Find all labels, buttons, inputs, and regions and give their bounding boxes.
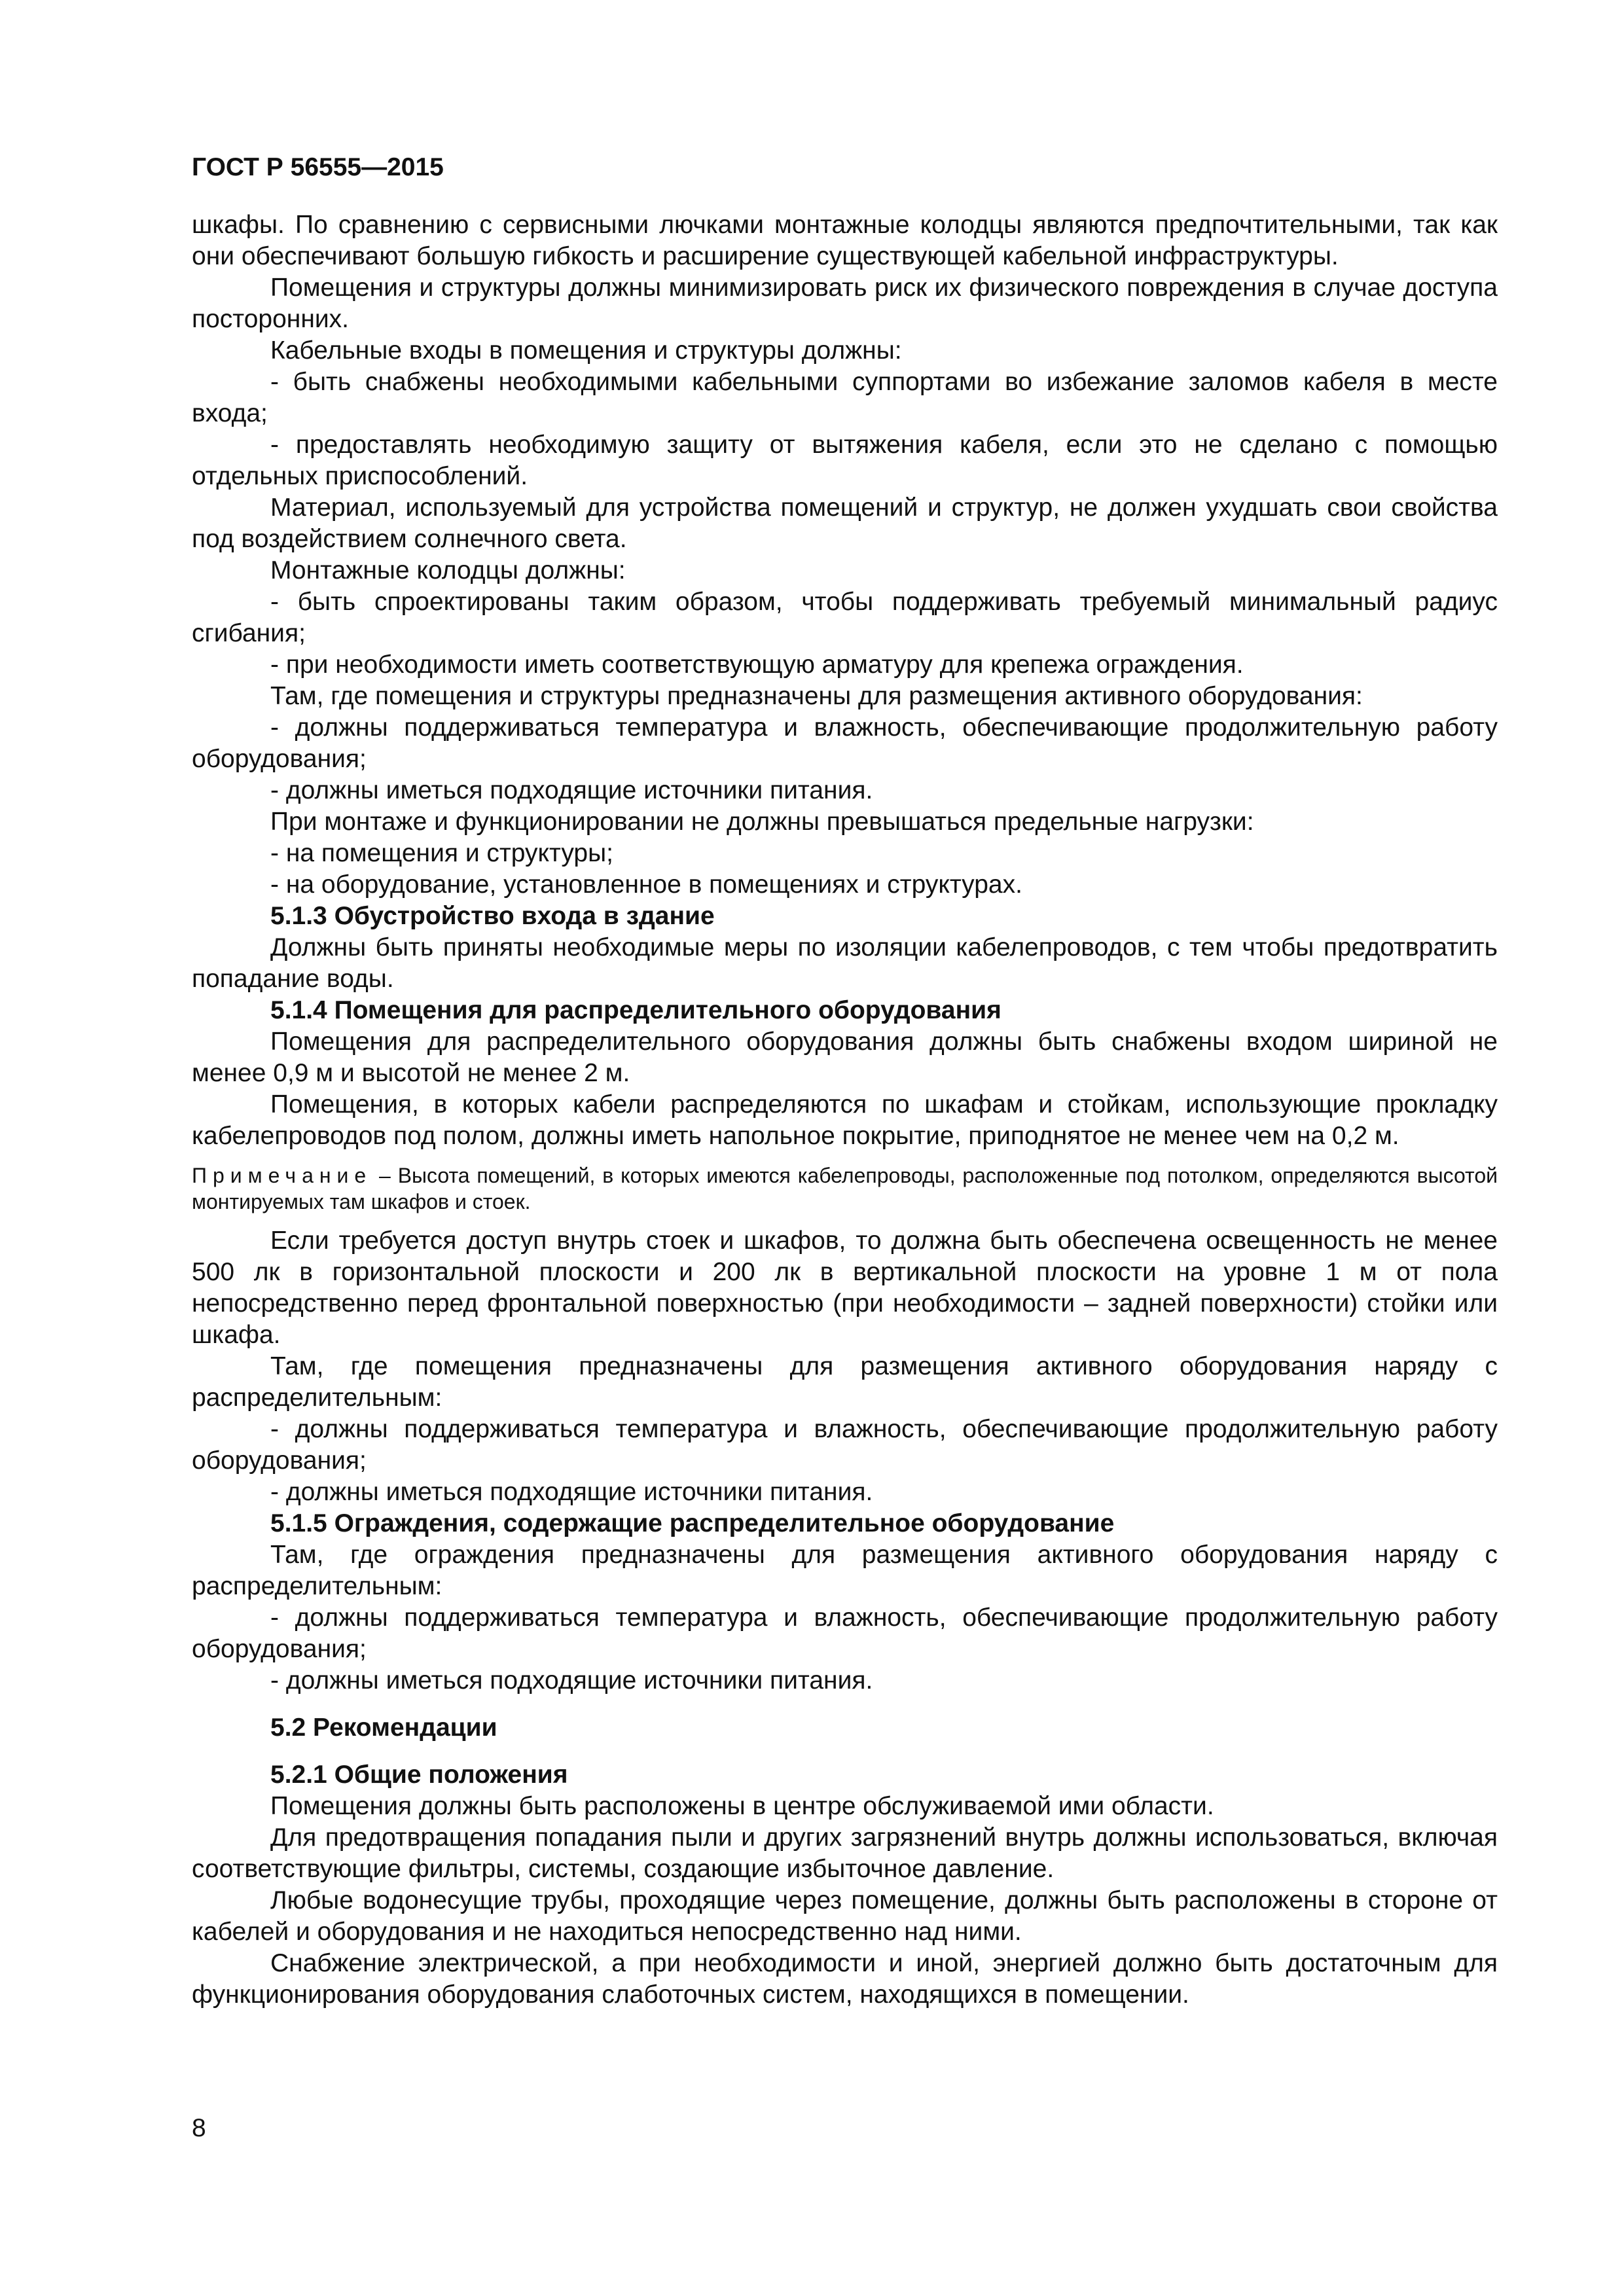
list-item: - должны иметься подходящие источники питания.	[270, 1478, 873, 1506]
page-number: 8	[192, 2114, 206, 2142]
note-label: Примечание	[192, 1164, 372, 1187]
paragraph: Любые водонесущие трубы, проходящие через помещение, должны быть расположены в стороне от кабелей и оборудования и не находиться непосредственно над ними.	[192, 1886, 1498, 1946]
paragraph: Для предотвращения попадания пыли и других загрязнений внутрь должны использоваться, включая соответствующие фильтры, системы, создающие избыточное давление.	[192, 1823, 1498, 1883]
document-body	[192, 209, 1498, 2011]
paragraph: Снабжение электрической, а при необходимости и иной, энергией должно быть достаточным для функционирования оборудования слаботочных систем, находящихся в помещении.	[192, 1949, 1498, 2009]
paragraph: Там, где ограждения предназначены для размещения активного оборудования наряду с распределительным:	[192, 1541, 1498, 1600]
list-item: - при необходимости иметь соответствующую арматуру для крепежа ограждения.	[270, 651, 1244, 679]
section-heading: 5.2 Рекомендации	[270, 1713, 497, 1742]
paragraph: Если требуется доступ внутрь стоек и шкафов, то должна быть обеспечена освещенность не менее 500 лк в горизонтальной плоскости и 200 лк в вертикальной плоскости на уровне 1 м от пола непосредственно перед фронтальной поверхностью (при необходимости – задней поверхности) стойки или шкафа.	[192, 1227, 1498, 1349]
section-heading: 5.2.1 Общие положения	[270, 1761, 568, 1789]
section-heading: 5.1.4 Помещения для распределительного оборудования	[270, 996, 1001, 1024]
paragraph: При монтаже и функционировании не должны превышаться предельные нагрузки:	[270, 808, 1254, 836]
list-item: - должны поддерживаться температура и влажность, обеспечивающие продолжительную работу оборудования;	[192, 713, 1498, 773]
list-item: - на оборудование, установленное в помещениях и структурах.	[270, 870, 1022, 899]
list-item: - предоставлять необходимую защиту от вытяжения кабеля, если это не сделано с помощью отдельных приспособлений.	[192, 431, 1498, 490]
note-text: – Высота помещений, в которых имеются кабелепроводы, расположенные под потолком, определяются высотой монтируемых там шкафов и стоек.	[192, 1164, 1498, 1213]
section-heading: 5.1.3 Обустройство входа в здание	[270, 902, 715, 930]
paragraph: Там, где помещения предназначены для размещения активного оборудования наряду с распределительным:	[192, 1352, 1498, 1412]
paragraph: шкафы. По сравнению с сервисными лючками монтажные колодцы являются предпочтительными, так как они обеспечивают большую гибкость и расширение существующей кабельной инфраструктуры.	[192, 211, 1498, 270]
list-item: - на помещения и структуры;	[270, 839, 613, 867]
note	[192, 1162, 1498, 1215]
list-item: - должны поддерживаться температура и влажность, обеспечивающие продолжительную работу оборудования;	[192, 1415, 1498, 1475]
list-item: - быть спроектированы таким образом, чтобы поддерживать требуемый минимальный радиус сгибания;	[192, 588, 1498, 647]
list-item: - быть снабжены необходимыми кабельными суппортами во избежание заломов кабеля в месте входа;	[192, 368, 1498, 427]
paragraph: Помещения для распределительного оборудования должны быть снабжены входом шириной не менее 0,9 м и высотой не менее 2 м.	[192, 1028, 1498, 1087]
paragraph: Материал, используемый для устройства помещений и структур, не должен ухудшать свои свойства под воздействием солнечного света.	[192, 493, 1498, 553]
list-item: - должны иметься подходящие источники питания.	[270, 776, 873, 804]
paragraph: Помещения должны быть расположены в центре обслуживаемой ими области.	[270, 1792, 1214, 1820]
paragraph: Помещения, в которых кабели распределяются по шкафам и стойкам, использующие прокладку кабелепроводов под полом, должны иметь напольное покрытие, приподнятое не менее чем на 0,2 м.	[192, 1090, 1498, 1150]
paragraph: Должны быть приняты необходимые меры по изоляции кабелепроводов, с тем чтобы предотвратить попадание воды.	[192, 933, 1498, 993]
paragraph: Помещения и структуры должны минимизировать риск их физического повреждения в случае доступа посторонних.	[192, 274, 1498, 333]
paragraph: Там, где помещения и структуры предназначены для размещения активного оборудования:	[270, 682, 1363, 710]
list-item: - должны иметься подходящие источники питания.	[270, 1666, 873, 1695]
paragraph: Монтажные колодцы должны:	[270, 556, 626, 584]
list-item: - должны поддерживаться температура и влажность, обеспечивающие продолжительную работу оборудования;	[192, 1604, 1498, 1663]
section-heading: 5.1.5 Ограждения, содержащие распределительное оборудование	[270, 1509, 1115, 1537]
paragraph: Кабельные входы в помещения и структуры должны:	[270, 336, 902, 365]
document-header: ГОСТ Р 56555—2015	[192, 153, 444, 181]
